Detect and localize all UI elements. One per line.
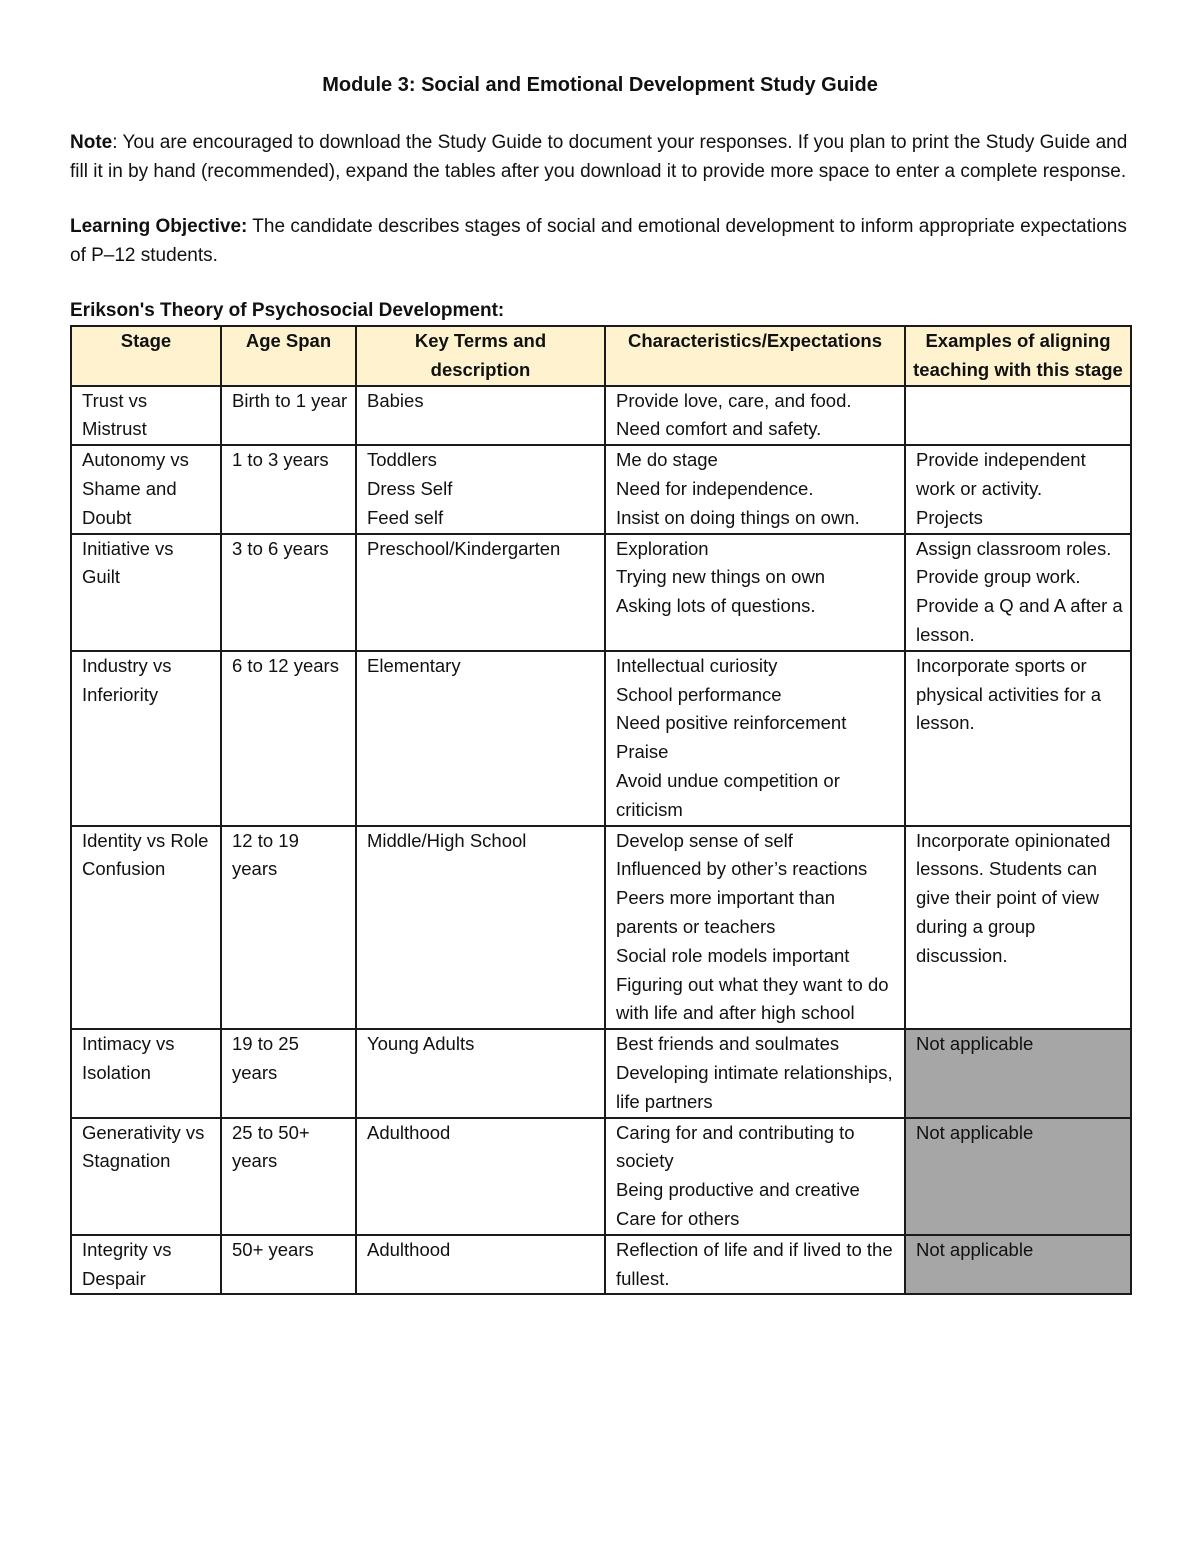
characteristics-cell-line: Me do stage (616, 449, 718, 471)
key-terms-cell (356, 445, 605, 533)
stage-cell: Identity vs Role Confusion (71, 826, 221, 1030)
characteristics-cell-line: Intellectual curiosity (616, 654, 778, 676)
header-key-terms: Key Terms and description (356, 326, 605, 386)
key-terms-cell (356, 1235, 605, 1295)
characteristics-cell (605, 1235, 905, 1295)
key-terms-cell-line: Dress Self (367, 477, 453, 499)
age-span-cell: 6 to 12 years (221, 651, 356, 826)
key-terms-cell (356, 386, 605, 446)
key-terms-cell-line: Middle/High School (367, 829, 527, 851)
header-characteristics: Characteristics/Expectations (605, 326, 905, 386)
characteristics-cell-line: Caring for and contributing to society (616, 1121, 855, 1172)
examples-cell (905, 651, 1131, 826)
characteristics-cell-line: Social role models important (616, 944, 850, 966)
characteristics-cell-line: Need positive reinforcement (616, 712, 847, 734)
characteristics-cell-line: Provide love, care, and food. (616, 389, 852, 411)
stage-cell: Initiative vs Guilt (71, 534, 221, 651)
table-row (71, 826, 1131, 1030)
age-span-cell: 12 to 19 years (221, 826, 356, 1030)
examples-cell (905, 1235, 1131, 1295)
key-terms-cell-line: Young Adults (367, 1033, 475, 1055)
characteristics-cell (605, 445, 905, 533)
header-examples: Examples of aligning teaching with this stage (905, 326, 1131, 386)
key-terms-cell (356, 1029, 605, 1117)
table-body (71, 386, 1131, 1295)
erikson-table (70, 325, 1132, 1295)
age-span-cell: 1 to 3 years (221, 445, 356, 533)
characteristics-cell-line: Peers more important than parents or teachers (616, 887, 836, 937)
examples-cell-line: Not applicable (916, 1121, 1034, 1143)
characteristics-cell-line: School performance (616, 683, 782, 705)
characteristics-cell (605, 826, 905, 1030)
document-page (70, 70, 1130, 1295)
age-span-cell: 25 to 50+ years (221, 1118, 356, 1235)
characteristics-cell (605, 651, 905, 826)
stage-cell: Trust vs Mistrust (71, 386, 221, 446)
characteristics-cell-line: Exploration (616, 537, 709, 559)
note-paragraph (70, 128, 1130, 186)
characteristics-cell-line: Need for independence. (616, 477, 814, 499)
key-terms-cell (356, 1118, 605, 1235)
objective-label: Learning Objective: (70, 216, 248, 237)
characteristics-cell-line: Develop sense of self (616, 829, 793, 851)
examples-cell-line: Assign classroom roles. Provide group work. Provide a Q and A after a lesson. (916, 537, 1123, 645)
characteristics-cell (605, 386, 905, 446)
age-span-cell: 19 to 25 years (221, 1029, 356, 1117)
characteristics-cell-line: Asking lots of questions. (616, 595, 816, 617)
table-header-row (71, 326, 1131, 386)
table-row (71, 1235, 1131, 1295)
key-terms-cell-line: Feed self (367, 506, 444, 528)
examples-cell (905, 1029, 1131, 1117)
stage-cell: Generativity vs Stagnation (71, 1118, 221, 1235)
characteristics-cell (605, 534, 905, 651)
key-terms-cell-line: Babies (367, 389, 424, 411)
stage-cell: Intimacy vs Isolation (71, 1029, 221, 1117)
header-stage: Stage (71, 326, 221, 386)
characteristics-cell (605, 1029, 905, 1117)
examples-cell (905, 445, 1131, 533)
table-row (71, 445, 1131, 533)
note-label: Note (70, 132, 113, 153)
objective-text: The candidate describes stages of social and emotional development to inform appropriate expectations of P–12 students. (70, 216, 1127, 266)
key-terms-cell (356, 651, 605, 826)
key-terms-cell-line: Toddlers (367, 449, 437, 471)
key-terms-cell-line: Elementary (367, 654, 461, 676)
examples-cell-line: Incorporate opinionated lessons. Students can give their point of view during a group discussion. (916, 829, 1111, 966)
characteristics-cell-line: Insist on doing things on own. (616, 506, 860, 528)
document-title: Module 3: Social and Emotional Development Study Guide (322, 74, 878, 96)
key-terms-cell (356, 534, 605, 651)
examples-cell (905, 534, 1131, 651)
characteristics-cell-line: Developing intimate relationships, life partners (616, 1061, 893, 1112)
examples-cell-line: Not applicable (916, 1033, 1034, 1055)
table-row (71, 534, 1131, 651)
characteristics-cell-line: Being productive and creative (616, 1179, 860, 1201)
key-terms-cell (356, 826, 605, 1030)
characteristics-cell-line: Figuring out what they want to do with life and after high school (616, 973, 889, 1024)
table-row (71, 1118, 1131, 1235)
examples-cell (905, 1118, 1131, 1235)
characteristics-cell-line: Praise (616, 741, 669, 763)
stage-cell: Industry vs Inferiority (71, 651, 221, 826)
table-row (71, 1029, 1131, 1117)
header-age-span: Age Span (221, 326, 356, 386)
examples-cell (905, 826, 1131, 1030)
characteristics-cell-line: Care for others (616, 1207, 740, 1229)
characteristics-cell (605, 1118, 905, 1235)
examples-cell-line: Projects (916, 506, 983, 528)
characteristics-cell-line: Influenced by other’s reactions (616, 858, 868, 880)
age-span-cell: 50+ years (221, 1235, 356, 1295)
stage-cell: Integrity vs Despair (71, 1235, 221, 1295)
examples-cell-line: Provide independent work or activity. (916, 449, 1086, 499)
table-heading: Erikson's Theory of Psychosocial Development: (70, 300, 505, 321)
objective-paragraph (70, 212, 1130, 270)
note-text: : You are encouraged to download the Study Guide to document your responses. If you plan to print the Study Guide and fill it in by hand (recommended), expand the tables after you download it to provide more space to enter a complete response. (70, 132, 1128, 182)
age-span-cell: Birth to 1 year (221, 386, 356, 446)
stage-cell: Autonomy vs Shame and Doubt (71, 445, 221, 533)
key-terms-cell-line: Preschool/Kindergarten (367, 537, 561, 559)
examples-cell-line: Incorporate sports or physical activities for a lesson. (916, 654, 1102, 734)
characteristics-cell-line: Need comfort and safety. (616, 418, 822, 440)
characteristics-cell-line: Avoid undue competition or criticism (616, 769, 840, 820)
examples-cell-line: Not applicable (916, 1238, 1034, 1260)
age-span-cell: 3 to 6 years (221, 534, 356, 651)
table-row (71, 651, 1131, 826)
characteristics-cell-line: Trying new things on own (616, 566, 826, 588)
characteristics-cell-line: Reflection of life and if lived to the fullest. (616, 1238, 893, 1289)
examples-cell (905, 386, 1131, 446)
key-terms-cell-line: Adulthood (367, 1238, 451, 1260)
key-terms-cell-line: Adulthood (367, 1121, 451, 1143)
table-row (71, 386, 1131, 446)
characteristics-cell-line: Best friends and soulmates (616, 1033, 840, 1055)
